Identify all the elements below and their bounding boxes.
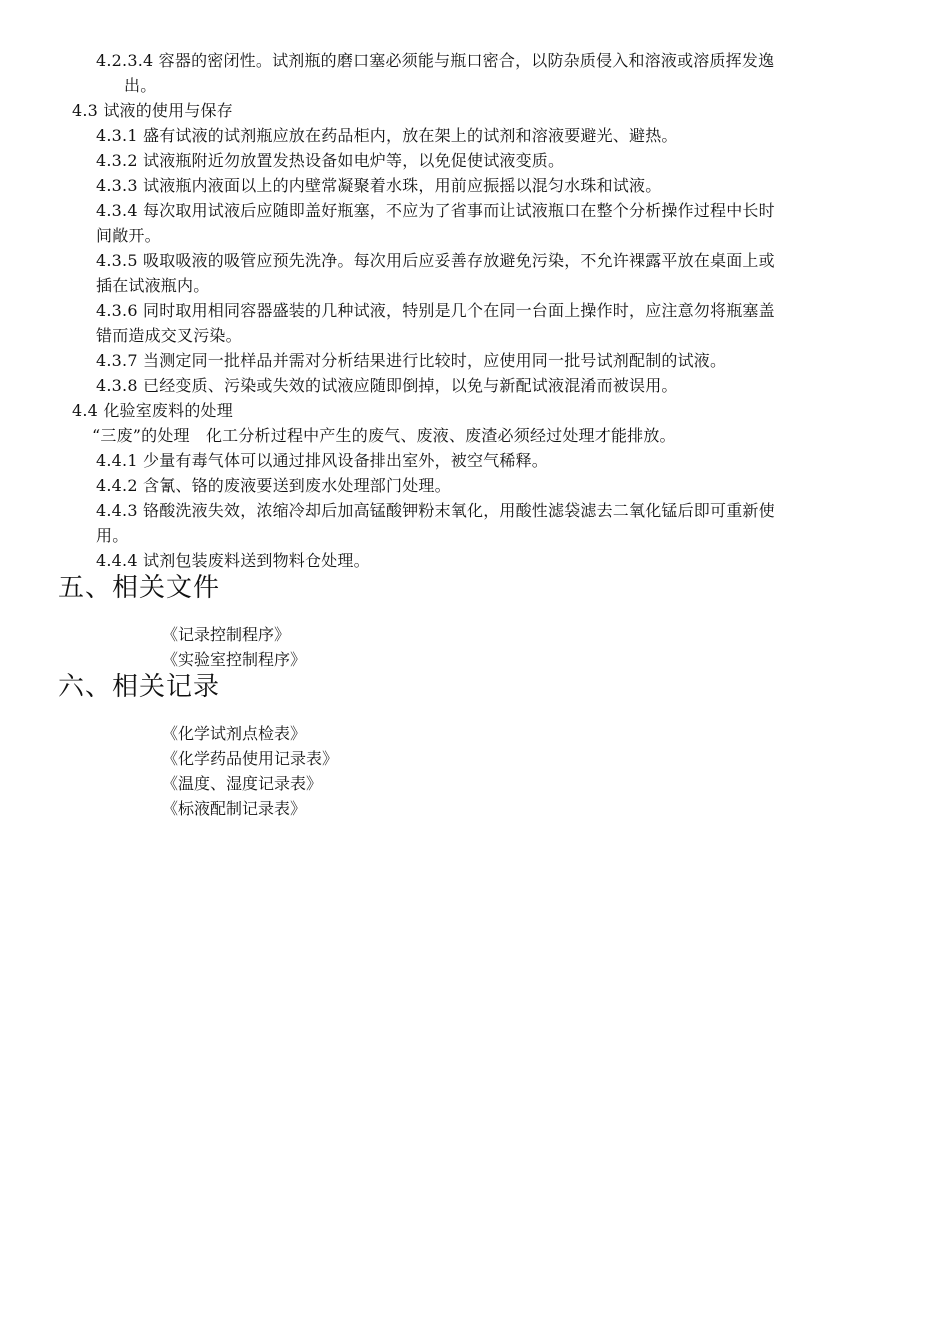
item-4-4-4: 4.4.4 试剂包装废料送到物料仓处理。 [96, 551, 370, 570]
section-4-4-title: 4.4 化验室废料的处理 [72, 401, 233, 420]
section-4-3-title: 4.3 试液的使用与保存 [72, 101, 233, 120]
related-record-item: 《化学药品使用记录表》 [162, 749, 339, 768]
item-4-3-8: 4.3.8 已经变质、污染或失效的试液应随即倒掉，以免与新配试液混淆而被误用。 [96, 376, 678, 395]
item-4-3-6-line-1: 4.3.6 同时取用相同容器盛装的几种试液，特别是几个在同一台面上操作时，应注意勿将瓶塞盖 [96, 301, 775, 320]
item-4-2-3-4-line-1: 4.2.3.4 容器的密闭性。试剂瓶的磨口塞必须能与瓶口密合，以防杂质侵入和溶液或溶质挥发逸 [96, 51, 775, 70]
related-record-item: 《温度、湿度记录表》 [162, 774, 323, 793]
item-4-3-5-line-1: 4.3.5 吸取吸液的吸管应预先洗净。每次用后应妥善存放避免污染，不允许裸露平放在桌面上或 [96, 251, 775, 270]
item-4-4-1: 4.4.1 少量有毒气体可以通过排风设备排出室外，被空气稀释。 [96, 451, 548, 470]
item-4-3-3: 4.3.3 试液瓶内液面以上的内壁常凝聚着水珠，用前应振摇以混匀水珠和试液。 [96, 176, 662, 195]
item-4-3-6-line-2: 错而造成交叉污染。 [96, 326, 242, 345]
related-record-item: 《化学试剂点检表》 [162, 724, 307, 743]
item-4-3-4-line-2: 间敞开。 [96, 226, 161, 245]
item-4-4-3-line-2: 用。 [96, 526, 129, 545]
item-4-4-3-line-1: 4.4.3 铬酸洗液失效，浓缩冷却后加高锰酸钾粉末氧化，用酸性滤袋滤去二氧化锰后即可重新使 [96, 501, 775, 520]
related-record-item: 《标液配制记录表》 [162, 799, 307, 818]
related-document-item: 《实验室控制程序》 [162, 650, 307, 669]
section-4-4-intro: “三废”的处理 化工分析过程中产生的废气、废液、废渣必须经过处理才能排放。 [92, 426, 676, 445]
item-4-4-2: 4.4.2 含氰、铬的废液要送到废水处理部门处理。 [96, 476, 451, 495]
item-4-2-3-4-line-2: 出。 [124, 76, 157, 95]
item-4-3-5-line-2: 插在试液瓶内。 [96, 276, 210, 295]
related-document-item: 《记录控制程序》 [162, 625, 291, 644]
item-4-3-4-line-1: 4.3.4 每次取用试液后应随即盖好瓶塞，不应为了省事而让试液瓶口在整个分析操作过程中长时 [96, 201, 775, 220]
item-4-3-2: 4.3.2 试液瓶附近勿放置发热设备如电炉等，以免促使试液变质。 [96, 151, 565, 170]
item-4-3-1: 4.3.1 盛有试液的试剂瓶应放在药品柜内，放在架上的试剂和溶液要避光、避热。 [96, 126, 678, 145]
section-6-heading: 六、相关记录 [58, 672, 221, 702]
section-5-heading: 五、相关文件 [58, 573, 221, 603]
item-4-3-7: 4.3.7 当测定同一批样品并需对分析结果进行比较时，应使用同一批号试剂配制的试液。 [96, 351, 727, 370]
